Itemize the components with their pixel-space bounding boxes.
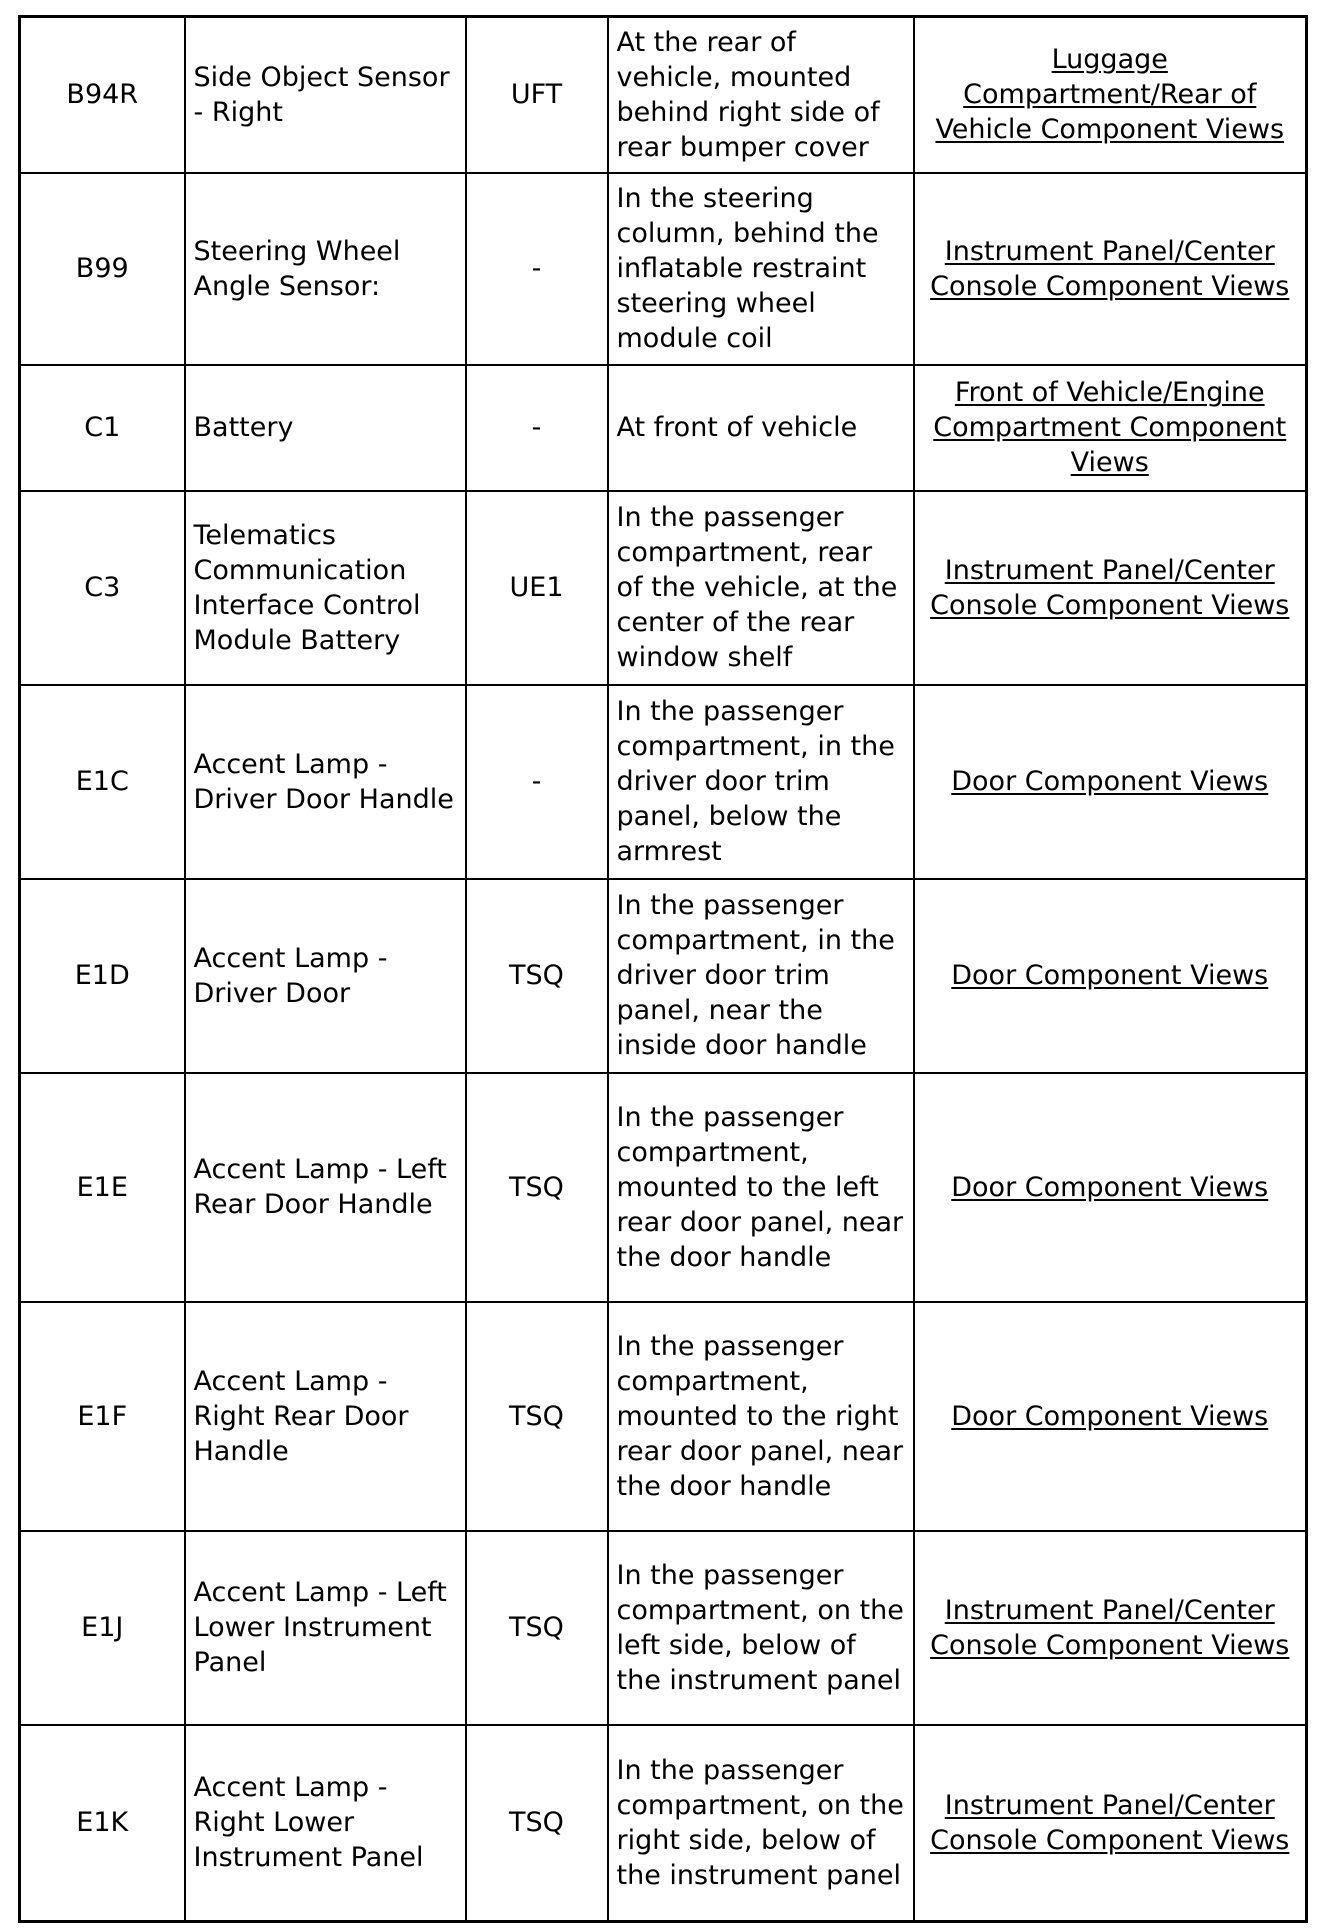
component-location: In the passenger compartment, on the right side, below of the instrument panel: [608, 1725, 914, 1922]
table-row: [20, 1725, 1307, 1922]
option-code: UE1: [466, 491, 608, 685]
option-code: -: [466, 685, 608, 879]
component-name: Battery: [185, 365, 466, 491]
component-views-link[interactable]: Instrument Panel/Center Console Component Views: [930, 554, 1290, 621]
view-cell: [914, 491, 1307, 685]
component-name: Accent Lamp - Right Rear Door Handle: [185, 1302, 466, 1531]
component-location: In the passenger compartment, on the left side, below of the instrument panel: [608, 1531, 914, 1725]
component-code: E1J: [20, 1531, 185, 1725]
option-code: TSQ: [466, 1531, 608, 1725]
table-row: [20, 1302, 1307, 1531]
table-row: [20, 173, 1307, 365]
component-views-link[interactable]: Door Component Views: [951, 1400, 1269, 1432]
component-code: C1: [20, 365, 185, 491]
component-name: Accent Lamp - Driver Door: [185, 879, 466, 1073]
table-row: [20, 365, 1307, 491]
component-views-link[interactable]: Door Component Views: [951, 766, 1269, 797]
component-location: In the passenger compartment, in the driver door trim panel, near the inside door handle: [608, 879, 914, 1073]
option-code: UFT: [466, 17, 608, 173]
option-code: TSQ: [466, 879, 608, 1073]
option-code: TSQ: [466, 1073, 608, 1302]
component-location: At front of vehicle: [608, 365, 914, 491]
table-row: [20, 685, 1307, 879]
component-code: E1D: [20, 879, 185, 1073]
component-location: In the passenger compartment, mounted to the left rear door panel, near the door handle: [608, 1073, 914, 1302]
option-code: TSQ: [466, 1302, 608, 1531]
view-cell: [914, 1725, 1307, 1922]
component-name: Side Object Sensor - Right: [185, 17, 466, 173]
component-name: Accent Lamp - Right Lower Instrument Panel: [185, 1725, 466, 1922]
view-cell: [914, 685, 1307, 879]
component-name: Accent Lamp - Driver Door Handle: [185, 685, 466, 879]
component-views-link[interactable]: Instrument Panel/Center Console Component Views: [930, 1594, 1290, 1661]
component-location: In the passenger compartment, in the driver door trim panel, below the armrest: [608, 685, 914, 879]
component-views-link[interactable]: Door Component Views: [951, 1171, 1269, 1203]
view-cell: [914, 1531, 1307, 1725]
view-cell: [914, 1302, 1307, 1531]
view-cell: [914, 879, 1307, 1073]
component-location: In the passenger compartment, rear of the vehicle, at the center of the rear window shelf: [608, 491, 914, 685]
component-views-link[interactable]: Instrument Panel/Center Console Component Views: [930, 235, 1290, 302]
table-row: [20, 879, 1307, 1073]
view-cell: [914, 17, 1307, 173]
component-views-link[interactable]: Instrument Panel/Center Console Component Views: [930, 1789, 1290, 1856]
component-views-link[interactable]: Door Component Views: [951, 960, 1269, 991]
option-code: TSQ: [466, 1725, 608, 1922]
view-cell: [914, 365, 1307, 491]
table-row: [20, 1531, 1307, 1725]
component-code: E1F: [20, 1302, 185, 1531]
option-code: -: [466, 173, 608, 365]
component-name: Accent Lamp - Left Rear Door Handle: [185, 1073, 466, 1302]
component-code: B94R: [20, 17, 185, 173]
component-code: C3: [20, 491, 185, 685]
component-location: In the passenger compartment, mounted to the right rear door panel, near the door handle: [608, 1302, 914, 1531]
component-code: E1E: [20, 1073, 185, 1302]
component-locator-table: [18, 15, 1308, 1923]
table-row: [20, 1073, 1307, 1302]
component-views-link[interactable]: Front of Vehicle/Engine Compartment Component Views: [933, 377, 1287, 478]
table-row: [20, 491, 1307, 685]
view-cell: [914, 1073, 1307, 1302]
table-row: [20, 17, 1307, 173]
view-cell: [914, 173, 1307, 365]
option-code: -: [466, 365, 608, 491]
component-location: In the steering column, behind the inflatable restraint steering wheel module coil: [608, 173, 914, 365]
component-views-link[interactable]: Luggage Compartment/Rear of Vehicle Component Views: [935, 44, 1285, 146]
component-code: E1C: [20, 685, 185, 879]
component-location: At the rear of vehicle, mounted behind right side of rear bumper cover: [608, 17, 914, 173]
component-name: Telematics Communication Interface Control Module Battery: [185, 491, 466, 685]
component-name: Accent Lamp - Left Lower Instrument Panel: [185, 1531, 466, 1725]
component-code: B99: [20, 173, 185, 365]
component-code: E1K: [20, 1725, 185, 1922]
component-name: Steering Wheel Angle Sensor:: [185, 173, 466, 365]
